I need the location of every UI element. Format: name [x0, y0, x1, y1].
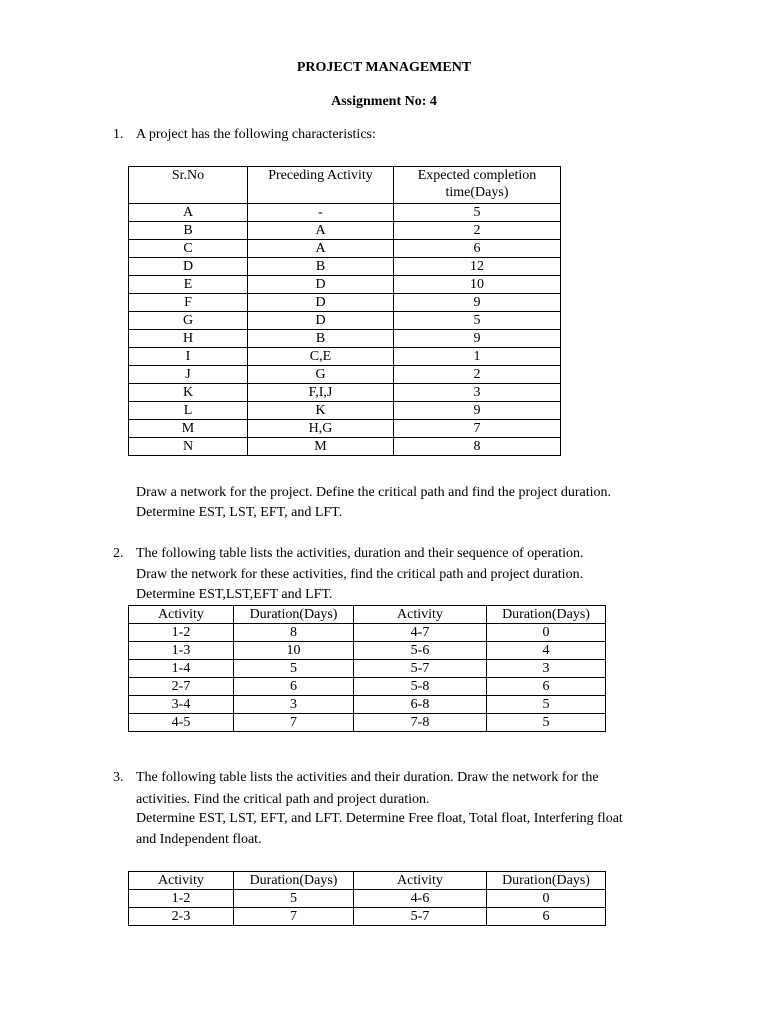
- table-cell: B: [129, 222, 248, 240]
- table-cell: K: [129, 384, 248, 402]
- table-row: [129, 204, 561, 222]
- table-row: [129, 890, 606, 908]
- q1-number: 1.: [113, 127, 124, 142]
- table-cell: 8: [394, 438, 561, 456]
- q3-line-1: The following table lists the activities and their duration. Draw the network for the: [136, 770, 599, 785]
- table-cell: A: [129, 204, 248, 222]
- q1-header-time: [394, 167, 561, 204]
- table-cell: 5-7: [354, 908, 487, 926]
- q3-table-body: [129, 890, 606, 926]
- table-cell: 3: [487, 660, 606, 678]
- table-cell: 9: [394, 402, 561, 420]
- table-cell: K: [248, 402, 394, 420]
- table-row: [129, 696, 606, 714]
- table-row: [129, 222, 561, 240]
- q2-header-activity: Activity: [129, 606, 234, 624]
- table-cell: 9: [394, 330, 561, 348]
- table-cell: 5: [394, 312, 561, 330]
- table-cell: 5-7: [354, 660, 487, 678]
- table-cell: 5: [234, 660, 354, 678]
- q2-line-3: Determine EST,LST,EFT and LFT.: [136, 587, 333, 602]
- table-cell: J: [129, 366, 248, 384]
- table-cell: D: [129, 258, 248, 276]
- q2-header-duration: Duration(Days): [234, 606, 354, 624]
- table-row: [129, 240, 561, 258]
- q1-activity-table: [128, 166, 561, 456]
- q1-intro: A project has the following characteristics:: [136, 127, 376, 142]
- table-cell: G: [248, 366, 394, 384]
- table-row: [129, 678, 606, 696]
- table-cell: 4: [487, 642, 606, 660]
- q2-line-2: Draw the network for these activities, find the critical path and project duration.: [136, 567, 584, 582]
- table-row: [129, 624, 606, 642]
- table-row: [129, 438, 561, 456]
- table-cell: M: [248, 438, 394, 456]
- q1-instruction-1: Draw a network for the project. Define the critical path and find the project duration.: [136, 485, 612, 500]
- q1-header-preceding: Preceding Activity: [248, 167, 394, 204]
- table-cell: 6: [394, 240, 561, 258]
- table-cell: 4-6: [354, 890, 487, 908]
- table-row: [129, 312, 561, 330]
- table-cell: 5: [487, 714, 606, 732]
- q2-table-body: [129, 624, 606, 732]
- table-cell: A: [248, 222, 394, 240]
- table-cell: 6: [234, 678, 354, 696]
- table-cell: M: [129, 420, 248, 438]
- table-cell: 2-3: [129, 908, 234, 926]
- table-cell: 1-2: [129, 890, 234, 908]
- q3-line-2: activities. Find the critical path and project duration.: [136, 792, 430, 807]
- table-cell: 4-7: [354, 624, 487, 642]
- table-row: [129, 330, 561, 348]
- table-cell: 12: [394, 258, 561, 276]
- table-cell: A: [248, 240, 394, 258]
- table-cell: 1-3: [129, 642, 234, 660]
- table-cell: 10: [234, 642, 354, 660]
- table-cell: 1: [394, 348, 561, 366]
- table-cell: N: [129, 438, 248, 456]
- table-cell: 2: [394, 366, 561, 384]
- table-cell: 3-4: [129, 696, 234, 714]
- table-cell: 7: [394, 420, 561, 438]
- table-cell: 5-8: [354, 678, 487, 696]
- table-cell: H: [129, 330, 248, 348]
- table-row: [129, 714, 606, 732]
- table-cell: 4-5: [129, 714, 234, 732]
- table-cell: D: [248, 294, 394, 312]
- table-cell: 1-4: [129, 660, 234, 678]
- table-row: [129, 420, 561, 438]
- table-cell: 10: [394, 276, 561, 294]
- table-cell: 0: [487, 624, 606, 642]
- table-cell: 6-8: [354, 696, 487, 714]
- page-title: PROJECT MANAGEMENT: [296, 60, 472, 75]
- table-cell: 2: [394, 222, 561, 240]
- table-cell: 3: [234, 696, 354, 714]
- table-cell: 0: [487, 890, 606, 908]
- table-cell: L: [129, 402, 248, 420]
- q1-header-time-line1: Expected completion: [417, 168, 537, 183]
- table-row: [129, 384, 561, 402]
- q3-header-activity-2: Activity: [354, 872, 487, 890]
- q1-header-srno: Sr.No: [129, 167, 248, 204]
- table-cell: 8: [234, 624, 354, 642]
- table-cell: G: [129, 312, 248, 330]
- table-row: [129, 908, 606, 926]
- table-cell: 9: [394, 294, 561, 312]
- table-row: [129, 402, 561, 420]
- q2-activity-table: [128, 605, 606, 732]
- table-row: [129, 642, 606, 660]
- table-cell: 5: [394, 204, 561, 222]
- table-row: [129, 294, 561, 312]
- q1-header-time-line2: time(Days): [445, 185, 509, 200]
- table-row: [129, 660, 606, 678]
- table-cell: 3: [394, 384, 561, 402]
- table-row: [129, 258, 561, 276]
- q3-header-activity: Activity: [129, 872, 234, 890]
- table-cell: F,I,J: [248, 384, 394, 402]
- q1-instruction-2: Determine EST, LST, EFT, and LFT.: [136, 505, 343, 520]
- q3-line-4: and Independent float.: [136, 832, 262, 847]
- table-row: [129, 348, 561, 366]
- table-cell: 7: [234, 908, 354, 926]
- assignment-number: Assignment No: 4: [331, 94, 437, 109]
- table-cell: 5-6: [354, 642, 487, 660]
- q3-header-duration: Duration(Days): [234, 872, 354, 890]
- q1-table-body: [129, 204, 561, 456]
- q2-line-1: The following table lists the activities, duration and their sequence of operation.: [136, 546, 584, 561]
- table-cell: 5: [234, 890, 354, 908]
- table-cell: 6: [487, 678, 606, 696]
- table-cell: H,G: [248, 420, 394, 438]
- table-cell: 2-7: [129, 678, 234, 696]
- q2-number: 2.: [113, 546, 124, 561]
- table-cell: D: [248, 276, 394, 294]
- q3-header-duration-2: Duration(Days): [487, 872, 606, 890]
- table-cell: E: [129, 276, 248, 294]
- table-cell: I: [129, 348, 248, 366]
- q3-number: 3.: [113, 770, 124, 785]
- table-cell: C: [129, 240, 248, 258]
- q3-activity-table: [128, 871, 606, 926]
- table-cell: 5: [487, 696, 606, 714]
- table-cell: 7: [234, 714, 354, 732]
- table-cell: 1-2: [129, 624, 234, 642]
- q3-line-3: Determine EST, LST, EFT, and LFT. Determine Free float, Total float, Interfering float: [136, 811, 623, 826]
- table-cell: B: [248, 330, 394, 348]
- table-cell: -: [248, 204, 394, 222]
- q2-header-activity-2: Activity: [354, 606, 487, 624]
- table-cell: B: [248, 258, 394, 276]
- table-row: [129, 366, 561, 384]
- table-cell: 7-8: [354, 714, 487, 732]
- q2-header-duration-2: Duration(Days): [487, 606, 606, 624]
- table-cell: D: [248, 312, 394, 330]
- table-cell: C,E: [248, 348, 394, 366]
- table-cell: F: [129, 294, 248, 312]
- table-cell: 6: [487, 908, 606, 926]
- table-row: [129, 276, 561, 294]
